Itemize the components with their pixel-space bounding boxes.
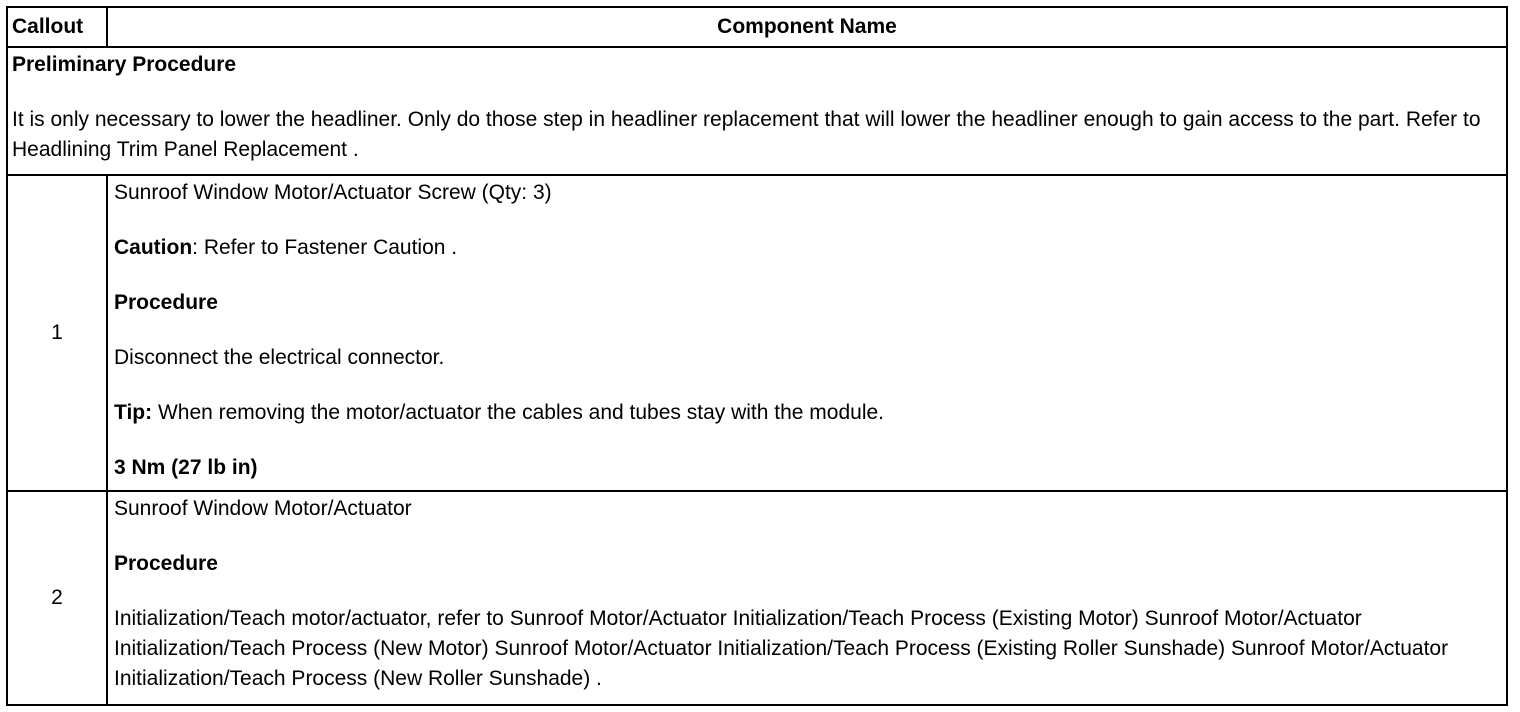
- procedure-label: Procedure: [114, 290, 218, 314]
- tip-label: Tip:: [114, 400, 153, 424]
- caution-text: : Refer to Fastener Caution .: [192, 235, 458, 259]
- preliminary-cell: [7, 47, 1507, 175]
- table-row: [7, 175, 1507, 491]
- preliminary-row: [7, 47, 1507, 175]
- component-column-header: Component Name: [107, 7, 1507, 47]
- header-row: [7, 7, 1507, 47]
- preliminary-title: Preliminary Procedure: [12, 53, 237, 76]
- procedure-step: Disconnect the electrical connector.: [114, 345, 445, 369]
- tip-line: [114, 398, 1500, 428]
- procedure-table: [6, 6, 1508, 706]
- callout-number: 2: [7, 491, 107, 705]
- component-name: Sunroof Window Motor/Actuator Screw (Qty: 3): [114, 180, 552, 204]
- component-cell: [107, 491, 1507, 705]
- procedure-label: Procedure: [114, 551, 218, 575]
- component-name: Sunroof Window Motor/Actuator: [114, 496, 412, 520]
- tip-text: When removing the motor/actuator the cables and tubes stay with the module.: [152, 400, 885, 424]
- torque-spec: 3 Nm (27 lb in): [114, 455, 258, 479]
- preliminary-text: It is only necessary to lower the headliner. Only do those step in headliner replacement that will lower the headliner enough to gain access to the part. Refer to Headlining Trim Panel Replacement .: [12, 108, 1481, 161]
- component-cell: [107, 175, 1507, 491]
- callout-number: 1: [7, 175, 107, 491]
- caution-label: Caution: [114, 235, 193, 259]
- procedure-step: Initialization/Teach motor/actuator, refer to Sunroof Motor/Actuator Initialization/Teach Process (Existing Motor) Sunroof Motor/Actuator Initialization/Teach Process (New Motor) Sunroof Motor/Actuator Initialization/Teach Process (Existing Roller Sunshade) Sunroof Motor/Actuator Initialization/Teach Process (New Roller Sunshade) .: [114, 606, 1449, 690]
- callout-column-header: Callout: [7, 7, 107, 47]
- table-row: [7, 491, 1507, 705]
- caution-line: [114, 233, 1500, 263]
